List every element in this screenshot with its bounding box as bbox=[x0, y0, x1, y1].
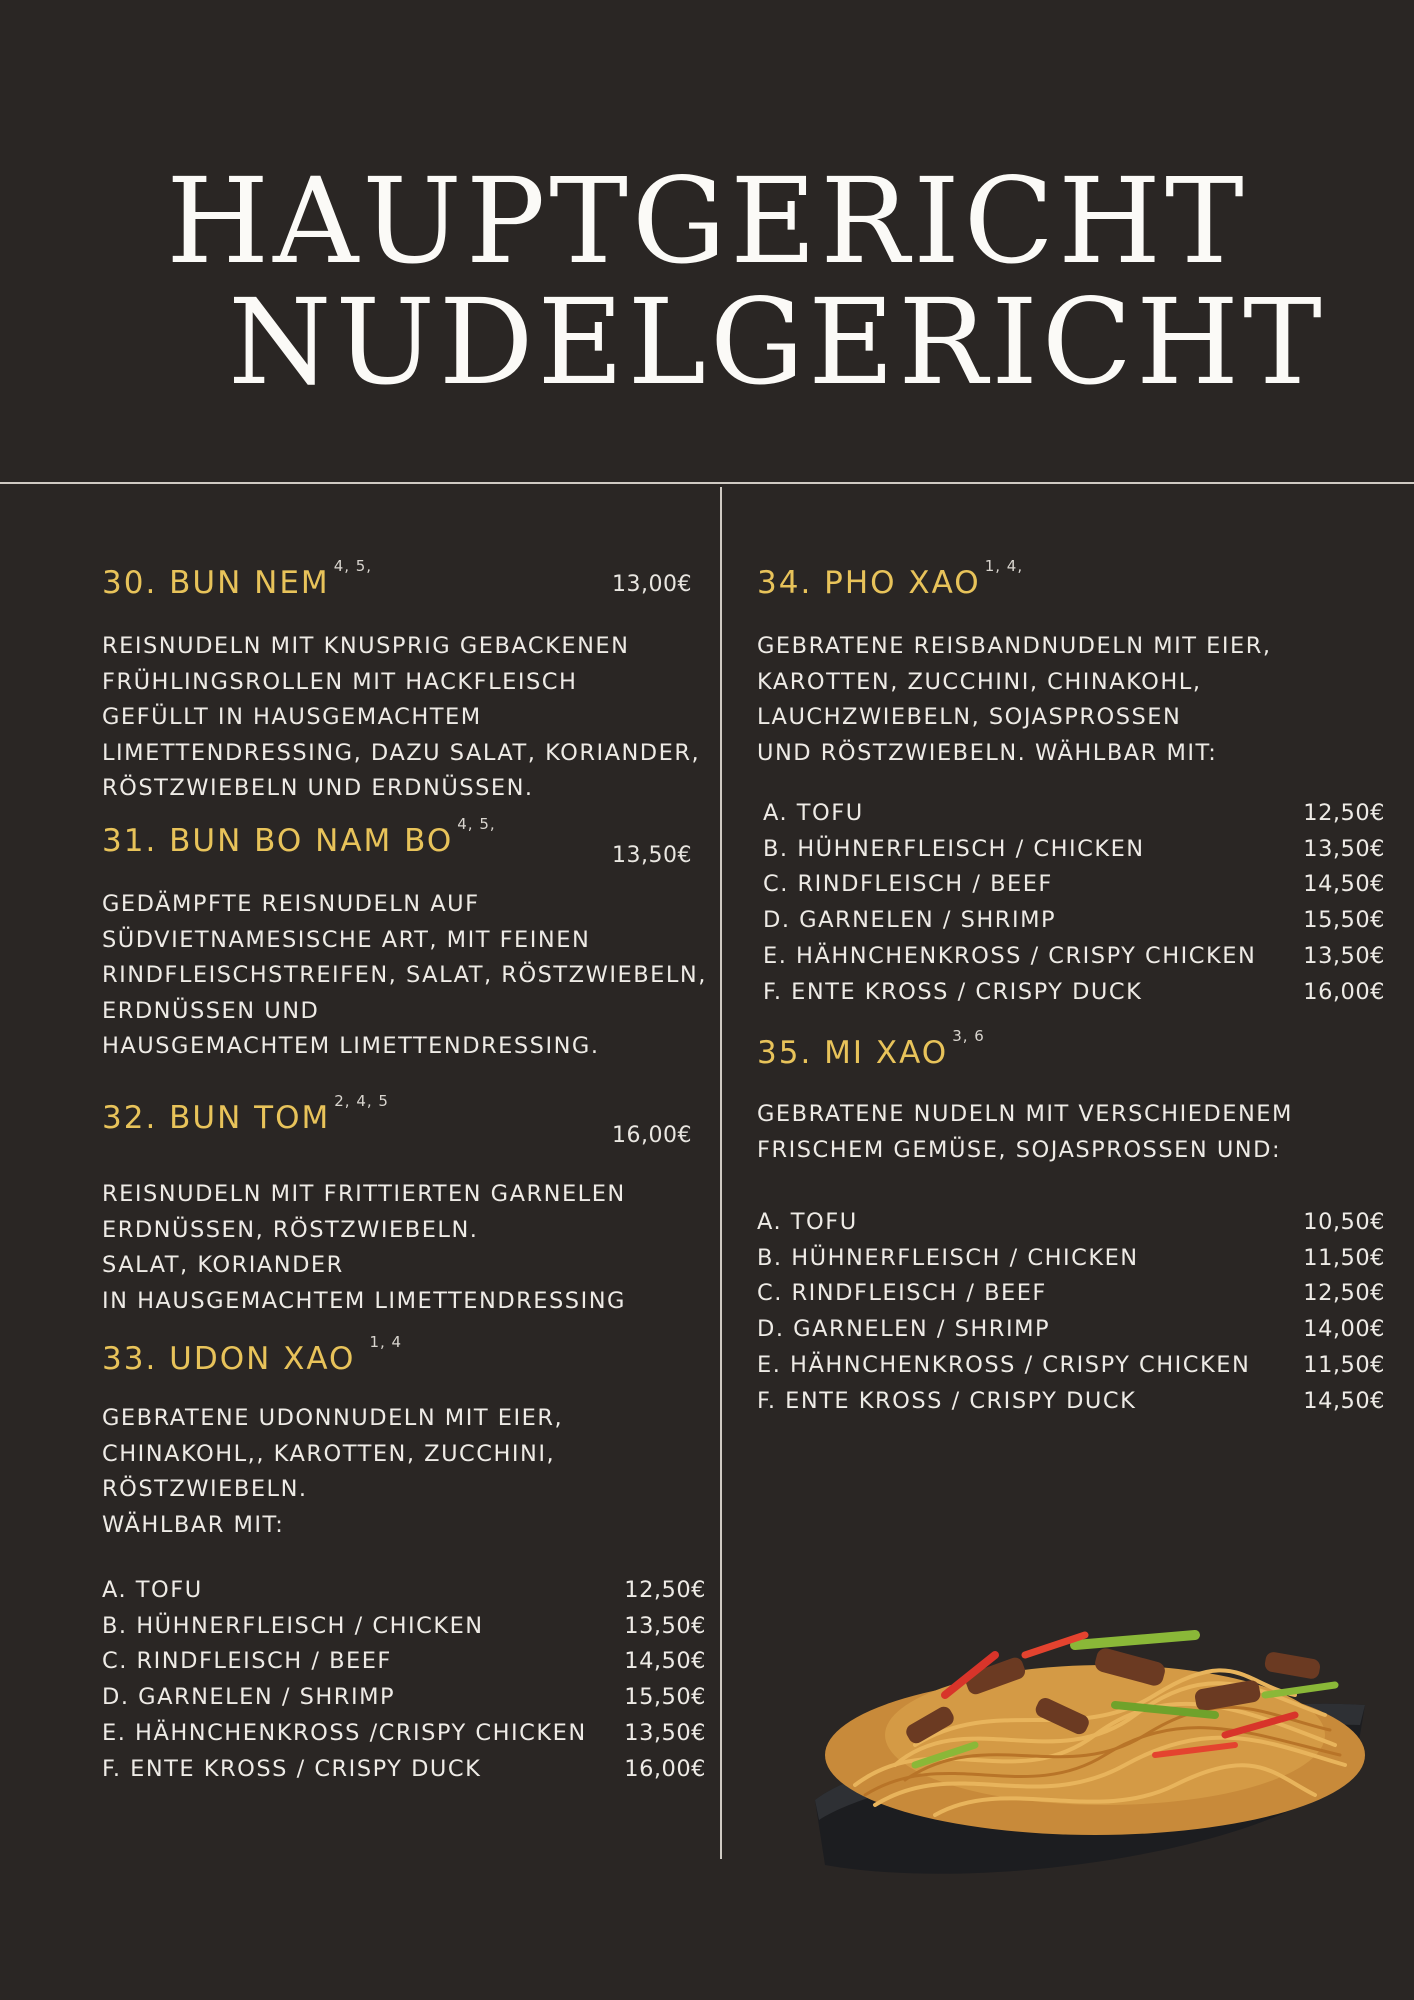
option-label: A. TOFU bbox=[757, 1209, 858, 1235]
option-price: 13,50€ bbox=[1303, 942, 1385, 969]
option-label: D. GARNELEN / SHRIMP bbox=[102, 1684, 396, 1711]
allergen-codes: 4, 5, bbox=[457, 815, 496, 833]
option-price: 11,50€ bbox=[1303, 1244, 1385, 1271]
allergen-codes: 4, 5, bbox=[333, 557, 373, 575]
option-label: F. ENTE KROSS / CRISPY DUCK bbox=[763, 978, 1143, 1005]
vertical-divider bbox=[720, 487, 722, 1859]
option-row bbox=[763, 975, 1385, 1011]
dish-name: 31. BUN BO NAM BO bbox=[102, 823, 454, 859]
option-price: 13,50€ bbox=[1303, 835, 1385, 862]
allergen-codes: 3, 6 bbox=[952, 1027, 985, 1045]
option-label: B. HÜHNERFLEISCH / CHICKEN bbox=[102, 1612, 484, 1639]
option-price: 10,50€ bbox=[1303, 1209, 1385, 1235]
option-label: C. RINDFLEISCH / BEEF bbox=[757, 1280, 1047, 1307]
option-row bbox=[757, 1348, 1385, 1384]
noodle-dish-photo bbox=[795, 1595, 1375, 1885]
dish-title bbox=[102, 1092, 389, 1136]
allergen-codes: 2, 4, 5 bbox=[334, 1092, 389, 1110]
dish-name: 35. MI XAO bbox=[757, 1035, 949, 1071]
option-price: 12,50€ bbox=[624, 1577, 706, 1603]
dish-title bbox=[102, 815, 496, 859]
option-price: 15,50€ bbox=[624, 1684, 706, 1711]
option-row bbox=[757, 1205, 1385, 1241]
dish-title bbox=[757, 1027, 985, 1071]
option-price: 13,50€ bbox=[624, 1612, 706, 1639]
option-price: 14,50€ bbox=[1303, 1387, 1385, 1414]
option-row bbox=[763, 832, 1385, 868]
option-row bbox=[102, 1716, 706, 1752]
option-label: D. GARNELEN / SHRIMP bbox=[763, 907, 1057, 934]
option-row bbox=[763, 939, 1385, 975]
option-price: 15,50€ bbox=[1303, 907, 1385, 934]
option-price: 14,00€ bbox=[1303, 1316, 1385, 1343]
dish-title bbox=[102, 557, 373, 601]
dish-description: REISNUDELN MIT FRITTIERTEN GARNELEN ERDNÜSSEN, RÖSTZWIEBELN. SALAT, KORIANDER IN HAUSGEMACHTEM LIMETTENDRESSING bbox=[102, 1181, 626, 1314]
page-title-line1: HAUPTGERICHT bbox=[166, 152, 1248, 290]
option-label: F. ENTE KROSS / CRISPY DUCK bbox=[102, 1755, 482, 1782]
option-row bbox=[757, 1312, 1385, 1348]
horizontal-divider bbox=[0, 482, 1414, 484]
dish-description: GEDÄMPFTE REISNUDELN AUF SÜDVIETNAMESISCHE ART, MIT FEINEN RINDFLEISCHSTREIFEN, SALAT, RÖSTZWIEBELN, ERDNÜSSEN UND HAUSGEMACHTEM LIMETTENDRESSING. bbox=[102, 891, 707, 1059]
option-row bbox=[763, 903, 1385, 939]
dish-description: GEBRATENE NUDELN MIT VERSCHIEDENEM FRISCHEM GEMÜSE, SOJASPROSSEN UND: bbox=[757, 1101, 1293, 1163]
options-list bbox=[102, 1573, 706, 1787]
dish-title bbox=[102, 1333, 403, 1377]
option-label: A. TOFU bbox=[763, 800, 864, 826]
option-label: F. ENTE KROSS / CRISPY DUCK bbox=[757, 1387, 1137, 1414]
option-label: B. HÜHNERFLEISCH / CHICKEN bbox=[757, 1244, 1139, 1271]
option-price: 12,50€ bbox=[1303, 800, 1385, 826]
option-label: E. HÄHNCHENKROSS / CRISPY CHICKEN bbox=[763, 942, 1257, 969]
dish-price: 13,50€ bbox=[612, 843, 692, 868]
option-label: B. HÜHNERFLEISCH / CHICKEN bbox=[763, 835, 1145, 862]
option-label: C. RINDFLEISCH / BEEF bbox=[102, 1648, 392, 1675]
allergen-codes: 1, 4, bbox=[984, 557, 1024, 575]
option-row bbox=[763, 867, 1385, 903]
option-row bbox=[102, 1644, 706, 1680]
option-label: E. HÄHNCHENKROSS /CRISPY CHICKEN bbox=[102, 1719, 587, 1746]
dish-description: GEBRATENE REISBANDNUDELN MIT EIER, KAROTTEN, ZUCCHINI, CHINAKOHL, LAUCHZWIEBELN, SOJASPROSSEN UND RÖSTZWIEBELN. WÄHLBAR MIT: bbox=[757, 633, 1272, 766]
dish-description: GEBRATENE UDONNUDELN MIT EIER, CHINAKOHL,, KAROTTEN, ZUCCHINI, RÖSTZWIEBELN. WÄHLBAR MIT: bbox=[102, 1405, 564, 1538]
option-price: 14,50€ bbox=[624, 1648, 706, 1675]
option-price: 16,00€ bbox=[1303, 978, 1385, 1005]
dish-title bbox=[757, 557, 1024, 601]
dish-price: 16,00€ bbox=[612, 1123, 692, 1148]
option-row bbox=[757, 1384, 1385, 1420]
options-list bbox=[763, 796, 1385, 1010]
option-price: 16,00€ bbox=[624, 1755, 706, 1782]
options-list bbox=[757, 1205, 1385, 1419]
option-row bbox=[102, 1752, 706, 1788]
option-label: A. TOFU bbox=[102, 1577, 203, 1603]
option-price: 13,50€ bbox=[624, 1719, 706, 1746]
option-row bbox=[757, 1241, 1385, 1277]
page-title-line2: NUDELGERICHT bbox=[228, 273, 1326, 411]
allergen-codes: 1, 4 bbox=[369, 1333, 403, 1351]
dish-price: 13,00€ bbox=[612, 572, 692, 597]
option-label: C. RINDFLEISCH / BEEF bbox=[763, 871, 1053, 898]
option-row bbox=[102, 1609, 706, 1645]
option-price: 11,50€ bbox=[1303, 1351, 1385, 1378]
option-price: 14,50€ bbox=[1303, 871, 1385, 898]
dish-name: 32. BUN TOM bbox=[102, 1100, 331, 1136]
dish-name: 34. PHO XAO bbox=[757, 565, 981, 601]
option-row bbox=[763, 796, 1385, 832]
option-label: E. HÄHNCHENKROSS / CRISPY CHICKEN bbox=[757, 1351, 1251, 1378]
option-row bbox=[102, 1680, 706, 1716]
option-row bbox=[757, 1276, 1385, 1312]
option-label: D. GARNELEN / SHRIMP bbox=[757, 1316, 1051, 1343]
dish-description: REISNUDELN MIT KNUSPRIG GEBACKENEN FRÜHLINGSROLLEN MIT HACKFLEISCH GEFÜLLT IN HAUSGEMACHTEM LIMETTENDRESSING, DAZU SALAT, KORIANDER, RÖSTZWIEBELN UND ERDNÜSSEN. bbox=[102, 633, 701, 801]
option-price: 12,50€ bbox=[1303, 1280, 1385, 1307]
option-row bbox=[102, 1573, 706, 1609]
dish-name: 30. BUN NEM bbox=[102, 565, 330, 601]
dish-name: 33. UDON XAO bbox=[102, 1341, 356, 1377]
